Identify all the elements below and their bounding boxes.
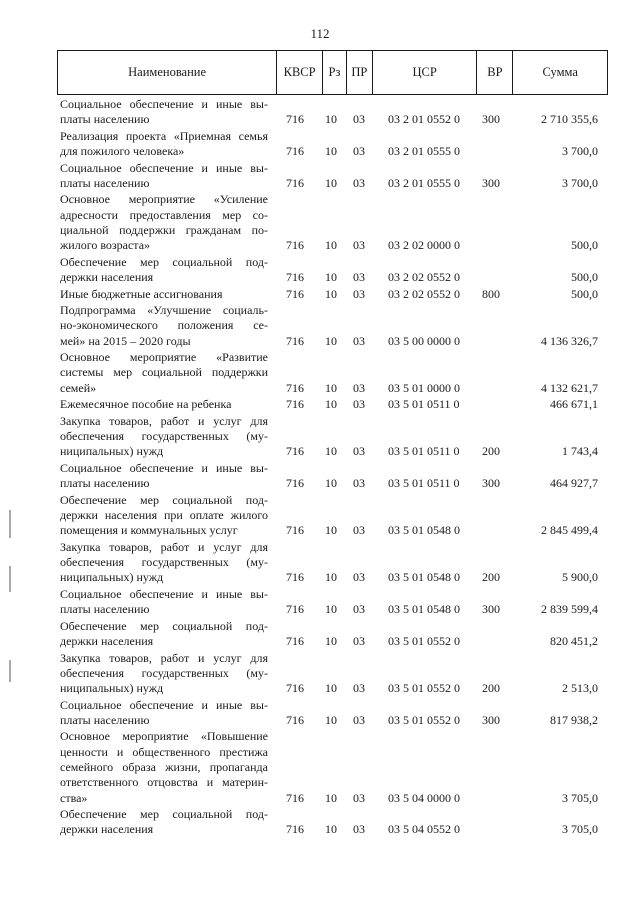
row-name-line: платы населению	[60, 476, 150, 491]
row-sum: 4 132 621,7	[541, 380, 598, 395]
row-pr: 03	[353, 602, 365, 617]
row-name	[60, 540, 268, 586]
row-name-line: для пожилого человека»	[60, 144, 185, 159]
row-sum: 500,0	[571, 286, 598, 301]
row-name	[60, 414, 268, 460]
header-sum: Сумма	[542, 65, 578, 79]
row-kvsr: 716	[286, 476, 304, 491]
row-pr: 03	[353, 286, 365, 301]
header-csr: ЦСР	[373, 51, 478, 94]
row-csr: 03 5 01 0511 0	[388, 397, 460, 412]
row-kvsr: 716	[286, 238, 304, 253]
row-pr: 03	[353, 333, 365, 348]
row-name	[60, 192, 268, 253]
row-pr: 03	[353, 397, 365, 412]
row-pr: 03	[353, 380, 365, 395]
row-csr: 03 5 01 0548 0	[388, 523, 460, 538]
row-name-line: адресности предоставления мер со-	[60, 207, 268, 222]
row-pr: 03	[353, 270, 365, 285]
row-rz: 10	[325, 570, 337, 585]
row-kvsr: 716	[286, 380, 304, 395]
row-name	[60, 287, 268, 302]
row-csr: 03 5 01 0552 0	[388, 633, 460, 648]
row-kvsr: 716	[286, 175, 304, 190]
row-csr: 03 2 01 0555 0	[388, 144, 460, 159]
row-name-line: системы мер социальной поддержки	[60, 365, 268, 380]
row-rz: 10	[325, 476, 337, 491]
row-sum: 3 700,0	[562, 175, 598, 190]
row-csr: 03 2 01 0552 0	[388, 112, 460, 127]
row-name-line: Социальное обеспечение и иные вы-	[60, 97, 268, 111]
row-sum: 820 451,2	[550, 633, 598, 648]
row-name-line: Обеспечение мер социальной под-	[60, 618, 268, 633]
row-rz: 10	[325, 175, 337, 190]
row-csr: 03 2 02 0552 0	[388, 270, 460, 285]
row-name	[60, 493, 268, 539]
row-rz: 10	[325, 333, 337, 348]
row-name	[60, 461, 268, 492]
row-pr: 03	[353, 633, 365, 648]
row-kvsr: 716	[286, 397, 304, 412]
row-rz: 10	[325, 270, 337, 285]
row-pr: 03	[353, 144, 365, 159]
row-name-line: Иные бюджетные ассигнования	[60, 286, 223, 301]
row-kvsr: 716	[286, 286, 304, 301]
row-csr: 03 5 04 0552 0	[388, 822, 460, 837]
row-rz: 10	[325, 790, 337, 805]
row-name-line: обеспечения государственных (му-	[60, 555, 268, 570]
row-rz: 10	[325, 712, 337, 727]
row-name	[60, 97, 268, 128]
row-name	[60, 397, 268, 412]
row-name-line: платы населению	[60, 602, 150, 617]
row-name	[60, 161, 268, 192]
row-sum: 2 845 499,4	[541, 523, 598, 538]
row-sum: 1 743,4	[562, 444, 598, 459]
row-rz: 10	[325, 633, 337, 648]
row-name-line: Обеспечение мер социальной под-	[60, 807, 268, 822]
row-kvsr: 716	[286, 790, 304, 805]
header-kvsr: КВСР	[277, 51, 323, 94]
row-kvsr: 716	[286, 681, 304, 696]
row-name-line: но-экономического положения се-	[60, 318, 268, 333]
row-name	[60, 255, 268, 286]
row-pr: 03	[353, 238, 365, 253]
row-vr: 300	[482, 175, 500, 190]
header-vr: ВР	[477, 51, 513, 94]
row-kvsr: 716	[286, 822, 304, 837]
row-name-line: ценности и общественного престижа	[60, 744, 268, 759]
row-rz: 10	[325, 681, 337, 696]
row-name-line: Основное мероприятие «Повышение	[60, 729, 268, 744]
row-csr: 03 2 02 0552 0	[388, 286, 460, 301]
header-name: Наименование	[58, 51, 277, 94]
row-sum: 464 927,7	[550, 476, 598, 491]
row-name	[60, 807, 268, 838]
row-kvsr: 716	[286, 633, 304, 648]
margin-mark	[9, 660, 11, 682]
row-kvsr: 716	[286, 712, 304, 727]
row-rz: 10	[325, 523, 337, 538]
row-csr: 03 5 01 0511 0	[388, 476, 460, 491]
row-csr: 03 5 01 0548 0	[388, 602, 460, 617]
row-name-line: Социальное обеспечение и иные вы-	[60, 460, 268, 475]
row-vr: 200	[482, 444, 500, 459]
row-name-line: ниципальных) нужд	[60, 681, 164, 696]
row-name	[60, 587, 268, 618]
row-name-line: держки населения	[60, 633, 154, 648]
row-csr: 03 5 01 0000 0	[388, 380, 460, 395]
row-pr: 03	[353, 523, 365, 538]
row-name-line: платы населению	[60, 712, 150, 727]
row-rz: 10	[325, 112, 337, 127]
row-kvsr: 716	[286, 602, 304, 617]
row-csr: 03 5 01 0552 0	[388, 712, 460, 727]
row-pr: 03	[353, 790, 365, 805]
row-name-line: обеспечения государственных (му-	[60, 429, 268, 444]
row-pr: 03	[353, 476, 365, 491]
row-sum: 3 705,0	[562, 790, 598, 805]
row-sum: 817 938,2	[550, 712, 598, 727]
row-vr: 300	[482, 476, 500, 491]
row-name-line: Социальное обеспечение и иные вы-	[60, 586, 268, 601]
row-pr: 03	[353, 444, 365, 459]
row-sum: 3 700,0	[562, 144, 598, 159]
row-name	[60, 303, 268, 349]
row-rz: 10	[325, 238, 337, 253]
row-name-line: ства»	[60, 790, 88, 805]
row-pr: 03	[353, 112, 365, 127]
row-name-line: Закупка товаров, работ и услуг для	[60, 650, 268, 665]
row-name-line: циальной поддержки гражданам по-	[60, 222, 268, 237]
row-name-line: Закупка товаров, работ и услуг для	[60, 413, 268, 428]
row-rz: 10	[325, 822, 337, 837]
row-kvsr: 716	[286, 333, 304, 348]
row-kvsr: 716	[286, 570, 304, 585]
header-rz: Рз	[323, 51, 347, 94]
row-pr: 03	[353, 822, 365, 837]
row-pr: 03	[353, 175, 365, 190]
row-name-line: ответственного отцовства и материн-	[60, 775, 268, 790]
row-name-line: держки населения	[60, 822, 154, 837]
row-kvsr: 716	[286, 444, 304, 459]
row-sum: 2 710 355,6	[541, 112, 598, 127]
row-sum: 500,0	[571, 270, 598, 285]
row-sum: 2 839 599,4	[541, 602, 598, 617]
row-sum: 4 136 326,7	[541, 333, 598, 348]
row-sum: 466 671,1	[550, 397, 598, 412]
row-rz: 10	[325, 397, 337, 412]
row-name-line: мей» на 2015 – 2020 годы	[60, 333, 191, 348]
row-name-line: Основное мероприятие «Усиление	[60, 192, 268, 207]
row-csr: 03 2 01 0555 0	[388, 175, 460, 190]
row-kvsr: 716	[286, 523, 304, 538]
row-vr: 300	[482, 602, 500, 617]
row-csr: 03 5 01 0552 0	[388, 681, 460, 696]
margin-marks	[9, 510, 13, 690]
row-name-line: Социальное обеспечение и иные вы-	[60, 160, 268, 175]
row-name-line: Закупка товаров, работ и услуг для	[60, 539, 268, 554]
row-csr: 03 2 02 0000 0	[388, 238, 460, 253]
row-sum: 500,0	[571, 238, 598, 253]
row-name-line: семейного образа жизни, пропаганда	[60, 759, 268, 774]
row-vr: 200	[482, 681, 500, 696]
row-pr: 03	[353, 681, 365, 696]
row-rz: 10	[325, 144, 337, 159]
row-pr: 03	[353, 712, 365, 727]
row-rz: 10	[325, 444, 337, 459]
row-sum: 5 900,0	[562, 570, 598, 585]
row-vr: 800	[482, 286, 500, 301]
header-pr: ПР	[347, 51, 373, 94]
row-name-line: Обеспечение мер социальной под-	[60, 492, 268, 507]
row-name	[60, 350, 268, 396]
row-name-line: ниципальных) нужд	[60, 570, 164, 585]
row-name-line: Подпрограмма «Улучшение социаль-	[60, 303, 268, 318]
margin-mark	[9, 510, 11, 538]
row-name	[60, 651, 268, 697]
row-name-line: Ежемесячное пособие на ребенка	[60, 397, 232, 412]
row-name-line: обеспечения государственных (му-	[60, 665, 268, 680]
row-rz: 10	[325, 602, 337, 617]
row-name-line: платы населению	[60, 112, 150, 127]
row-csr: 03 5 04 0000 0	[388, 790, 460, 805]
row-pr: 03	[353, 570, 365, 585]
row-name	[60, 698, 268, 729]
row-kvsr: 716	[286, 144, 304, 159]
row-kvsr: 716	[286, 112, 304, 127]
row-vr: 200	[482, 570, 500, 585]
row-name	[60, 619, 268, 650]
row-name-line: Реализация проекта «Приемная семья	[60, 128, 268, 143]
row-rz: 10	[325, 380, 337, 395]
margin-mark	[9, 566, 11, 592]
row-name-line: Обеспечение мер социальной под-	[60, 254, 268, 269]
row-csr: 03 5 00 0000 0	[388, 333, 460, 348]
row-name-line: Основное мероприятие «Развитие	[60, 350, 268, 365]
row-rz: 10	[325, 286, 337, 301]
row-name-line: Социальное обеспечение и иные вы-	[60, 697, 268, 712]
row-name-line: держки населения	[60, 270, 154, 285]
row-csr: 03 5 01 0548 0	[388, 570, 460, 585]
row-csr: 03 5 01 0511 0	[388, 444, 460, 459]
row-name-line: жилого возраста»	[60, 238, 151, 253]
row-sum: 3 705,0	[562, 822, 598, 837]
row-name	[60, 729, 268, 805]
row-name-line: держки населения при оплате жилого	[60, 507, 268, 522]
row-name-line: ниципальных) нужд	[60, 444, 164, 459]
row-name-line: семей»	[60, 380, 97, 395]
page-number: 112	[310, 26, 330, 41]
row-vr: 300	[482, 712, 500, 727]
row-name-line: платы населению	[60, 175, 150, 190]
row-sum: 2 513,0	[562, 681, 598, 696]
row-name	[60, 129, 268, 160]
row-kvsr: 716	[286, 270, 304, 285]
row-name-line: помещения и коммунальных услуг	[60, 523, 238, 538]
row-vr: 300	[482, 112, 500, 127]
